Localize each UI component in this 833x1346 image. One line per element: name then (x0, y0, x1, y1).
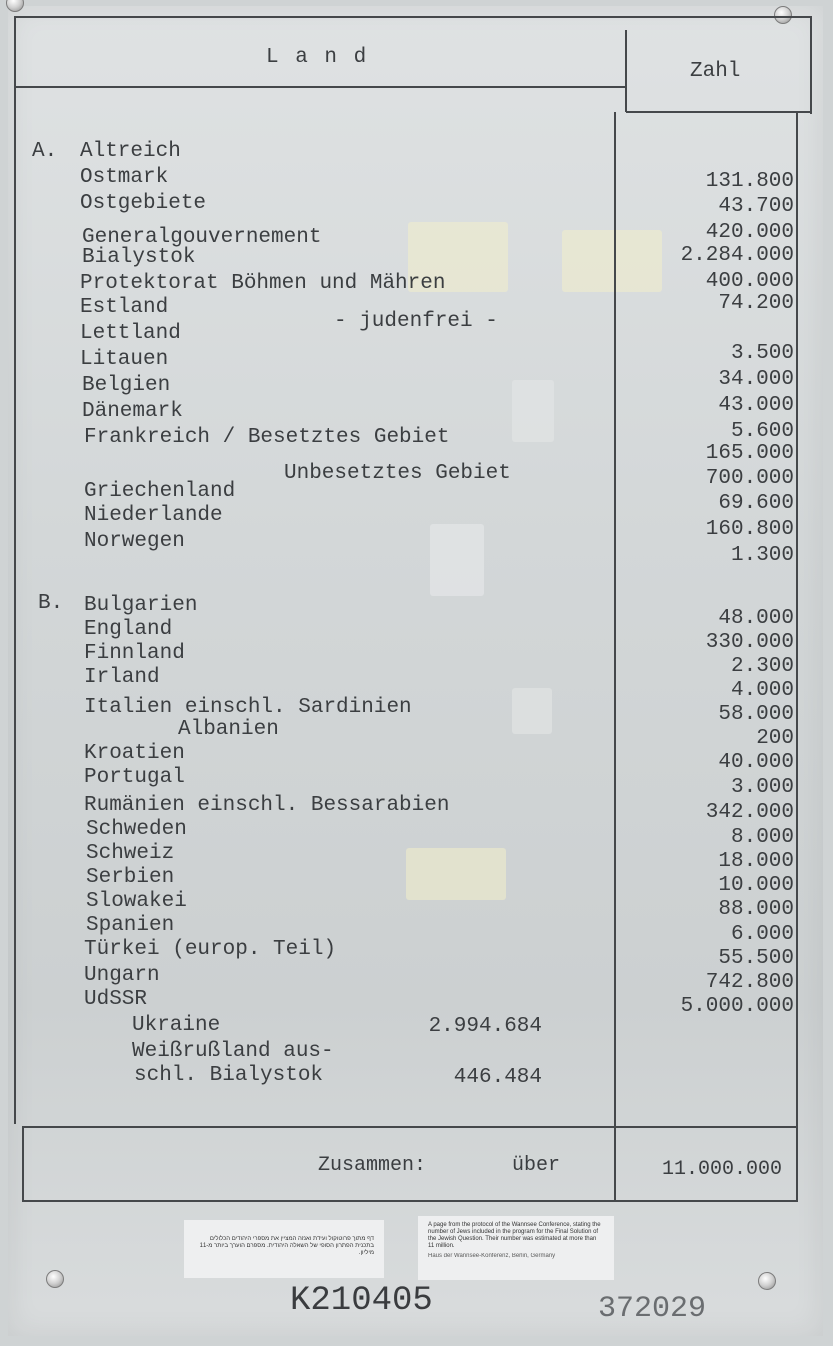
table-row-land: Türkei (europ. Teil) (84, 938, 337, 961)
table-row-zahl: 700.000 (705, 467, 794, 490)
caption-hebrew (184, 1220, 384, 1278)
table-row-zahl: 420.000 (705, 221, 794, 244)
table-row-land: Generalgouvernement (82, 226, 322, 249)
table-row-zahl: 3.500 (730, 342, 794, 365)
table-row-land: Belgien (82, 374, 171, 397)
caption-hebrew-text: דף מתוך פרוטוקול ועידת ואנזה המציין את מספרי היהודים הכלולים בתכנית הפתרון הסופי של השאלה היהודית. מספרם הוערך ביותר מ-11 מיליון. (199, 1236, 374, 1256)
table-row-zahl: 43.000 (718, 394, 794, 417)
header-rule (14, 86, 626, 88)
table-row-land: Irland (84, 666, 160, 689)
table-row-land: Griechenland (84, 480, 236, 503)
table-row-land: Unbesetztes Gebiet (284, 462, 511, 485)
table-row-zahl: 8.000 (730, 826, 794, 849)
screw-bottom-left (46, 1270, 64, 1288)
table-row-land: Litauen (80, 348, 169, 371)
column-divider (625, 30, 627, 112)
table-row-zahl: 2.284.000 (680, 244, 794, 267)
header-land: L a n d (266, 46, 369, 69)
table-row-land: Finnland (84, 642, 185, 665)
table-row-land: - judenfrei - (334, 310, 498, 333)
header-rule-right (626, 111, 812, 113)
reference-code-left: K210405 (290, 1282, 433, 1320)
section-b-letter: B. (38, 592, 64, 615)
total-rule-left (22, 1126, 24, 1202)
table-row-land: Ungarn (84, 964, 160, 987)
table-row-zahl: 200 (756, 727, 794, 750)
table-row-zahl: 742.800 (705, 971, 794, 994)
table-row-zahl: 6.000 (730, 923, 794, 946)
table-row-zahl: 5.000.000 (680, 995, 794, 1018)
table-row-zahl: 18.000 (718, 850, 794, 873)
frame-left (14, 16, 16, 1124)
table-row-land: Niederlande (84, 504, 223, 527)
udssr-sub-land: Weißrußland aus- (132, 1040, 334, 1063)
table-row-zahl: 88.000 (718, 898, 794, 921)
table-row-zahl: 2.300 (730, 655, 794, 678)
table-row-land: England (84, 618, 173, 641)
table-row-land: Rumänien einschl. Bessarabien (84, 794, 450, 817)
table-row-land: Estland (80, 296, 169, 319)
table-row-zahl: 69.600 (718, 492, 794, 515)
caption-english-text: A page from the protocol of the Wannsee Conference, stating the number of Jews included in the program for the Final Solution of the Jewish Question. Their number was estimated at more than 11 million. (428, 1222, 601, 1249)
table-row-zahl: 58.000 (718, 703, 794, 726)
reference-code-right: 372029 (598, 1292, 707, 1326)
caption-english-source: Haus der Wannsee-Konferenz, Berlin, Germany (428, 1253, 556, 1259)
table-row-land: Lettland (80, 322, 181, 345)
table-row-zahl: 400.000 (705, 270, 794, 293)
table-row-zahl: 34.000 (718, 368, 794, 391)
table-row-land: Bulgarien (84, 594, 198, 617)
reflection-portrait (512, 688, 552, 734)
table-row-zahl: 131.800 (705, 170, 794, 193)
table-row-zahl: 10.000 (718, 874, 794, 897)
table-row-land: Serbien (86, 866, 175, 889)
table-row-land: Spanien (86, 914, 175, 937)
table-row-zahl: 4.000 (730, 679, 794, 702)
table-row-land: Dänemark (82, 400, 183, 423)
screw-bottom-right (758, 1272, 776, 1290)
udssr-sub-zahl: 446.484 (453, 1066, 542, 1089)
udssr-sub-land: schl. Bialystok (134, 1064, 324, 1087)
table-row-land: Albanien (178, 718, 279, 741)
table-row-land: Altreich (80, 140, 181, 163)
section-a-letter: A. (32, 140, 58, 163)
screw-top-right (774, 6, 792, 24)
table-row-zahl: 342.000 (705, 801, 794, 824)
table-row-land: Schweiz (86, 842, 175, 865)
table-row-zahl: 74.200 (718, 292, 794, 315)
table-row-land: Schweden (86, 818, 187, 841)
table-row-zahl: 165.000 (705, 442, 794, 465)
header-zahl: Zahl (690, 60, 741, 83)
table-row-land: Ostgebiete (80, 192, 207, 215)
table-row-land: Ostmark (80, 166, 169, 189)
total-label: Zusammen: (318, 1154, 427, 1177)
table-row-land: Kroatien (84, 742, 185, 765)
caption-english (418, 1216, 614, 1280)
table-row-land: Protektorat Böhmen und Mähren (80, 272, 446, 295)
table-row-land: Bialystok (82, 246, 196, 269)
table-row-zahl: 3.000 (730, 776, 794, 799)
reflection-portrait (430, 524, 484, 596)
udssr-sub-land: Ukraine (132, 1014, 221, 1037)
total-rule-bottom (22, 1200, 798, 1202)
table-row-land: Frankreich / Besetztes Gebiet (84, 426, 450, 449)
table-row-zahl: 330.000 (705, 631, 794, 654)
table-row-zahl: 43.700 (718, 195, 794, 218)
total-value: 11.000.000 (661, 1158, 782, 1181)
table-row-zahl: 48.000 (718, 607, 794, 630)
table-row-zahl: 5.600 (730, 420, 794, 443)
reflection-label (406, 848, 506, 900)
reflection-portrait (512, 380, 554, 442)
total-rule-top (22, 1126, 798, 1128)
table-row-land: UdSSR (84, 988, 148, 1011)
table-row-zahl: 160.800 (705, 518, 794, 541)
frame-right-lower (796, 112, 798, 1202)
table-row-land: Norwegen (84, 530, 185, 553)
table-row-zahl: 40.000 (718, 751, 794, 774)
table-row-land: Slowakei (86, 890, 187, 913)
frame-top (14, 16, 812, 18)
table-row-zahl: 55.500 (718, 947, 794, 970)
udssr-sub-zahl: 2.994.684 (428, 1015, 542, 1038)
frame-right (810, 16, 812, 114)
table-row-land: Portugal (84, 766, 185, 789)
table-row-land: Italien einschl. Sardinien (84, 696, 412, 719)
total-qualifier: über (512, 1154, 561, 1177)
table-row-zahl: 1.300 (730, 544, 794, 567)
